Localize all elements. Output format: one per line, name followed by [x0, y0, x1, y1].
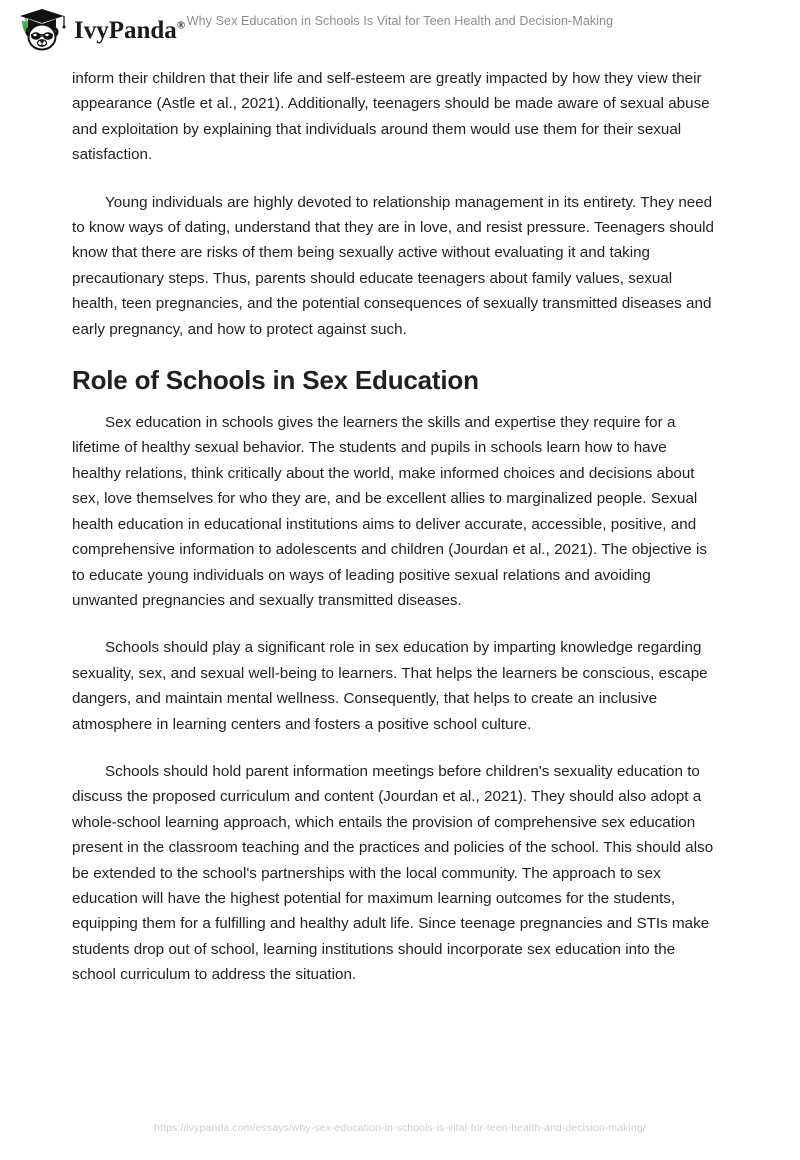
- paragraph: Schools should play a significant role in sex education by imparting knowledge regarding sexuality, sex, and sexual well-being to learners. That helps the learners be conscious, escape dangers, and maintain mental wellness. Consequently, that helps to create an inclusive atmosphere in learning centers and fosters a positive school culture.: [72, 639, 708, 733]
- paragraph: Young individuals are highly devoted to relationship management in its entirety. They need to know ways of dating, understand that they are in love, and resist pressure. Teenagers should know that there are risks of them being sexually active without evaluating it and taking precautionary steps. Thus, parents should educate teenagers about family values, sexual health, teen pregnancies, and the potential consequences of sexually transmitted diseases and early pregnancy, and how to protect against such.: [72, 193, 715, 338]
- paragraph: Schools should hold parent information meetings before children's sexuality education to discuss the proposed curriculum and content (Jourdan et al., 2021). They should also adopt a whole-school learning approach, which entails the provision of comprehensive sex education present in the classroom teaching and the practices and policies of the school. This should also be extended to the school's partnerships with the local community. The approach to sex education will have the highest potential for maximum learning outcomes for the students, equipping them for a fulfilling and healthy adult life. Since teenage pregnancies and STIs make students drop out of school, learning institutions should incorporate sex education into the school curriculum to address the situation.: [72, 762, 714, 984]
- paragraph: inform their children that their life and self-esteem are greatly impacted by how they view their appearance (Astle et al., 2021). Additionally, teenagers should be made aware of sexual abuse and exploitation by explaining that individuals around them would use them for their sexual satisfaction.: [72, 70, 710, 164]
- ivypanda-logo-link[interactable]: [16, 6, 185, 52]
- brand-name-text: IvyPanda: [74, 16, 177, 44]
- registered-trademark-symbol: ®: [176, 19, 186, 32]
- page-footer: [0, 1118, 800, 1136]
- page-header: [0, 0, 800, 56]
- paragraph: Sex education in schools gives the learners the skills and expertise they require for a lifetime of healthy sexual behavior. The students and pupils in schools learn how to have healthy relations, think critically about the world, make informed choices and decisions about sex, love themselves for who they are, and be excellent allies to marginalized people. Sexual health education in educational institutions aims to deliver accurate, accessible, positive, and comprehensive information to adolescents and children (Jourdan et al., 2021). The objective is to educate young individuals on ways of leading positive sexual relations and avoiding unwanted pregnancies and sexually transmitted diseases.: [72, 414, 707, 609]
- panda-graduate-logo-icon: [16, 6, 68, 52]
- document-title-header: Why Sex Education in Schools Is Vital for Teen Health and Decision-Making: [186, 14, 614, 28]
- document-body: [72, 66, 717, 1010]
- source-url-link[interactable]: https://ivypanda.com/essays/why-sex-education-in-schools-is-vital-for-teen-health-and-decision-making/: [154, 1122, 646, 1134]
- section-heading: Role of Schools in Sex Education: [72, 365, 479, 396]
